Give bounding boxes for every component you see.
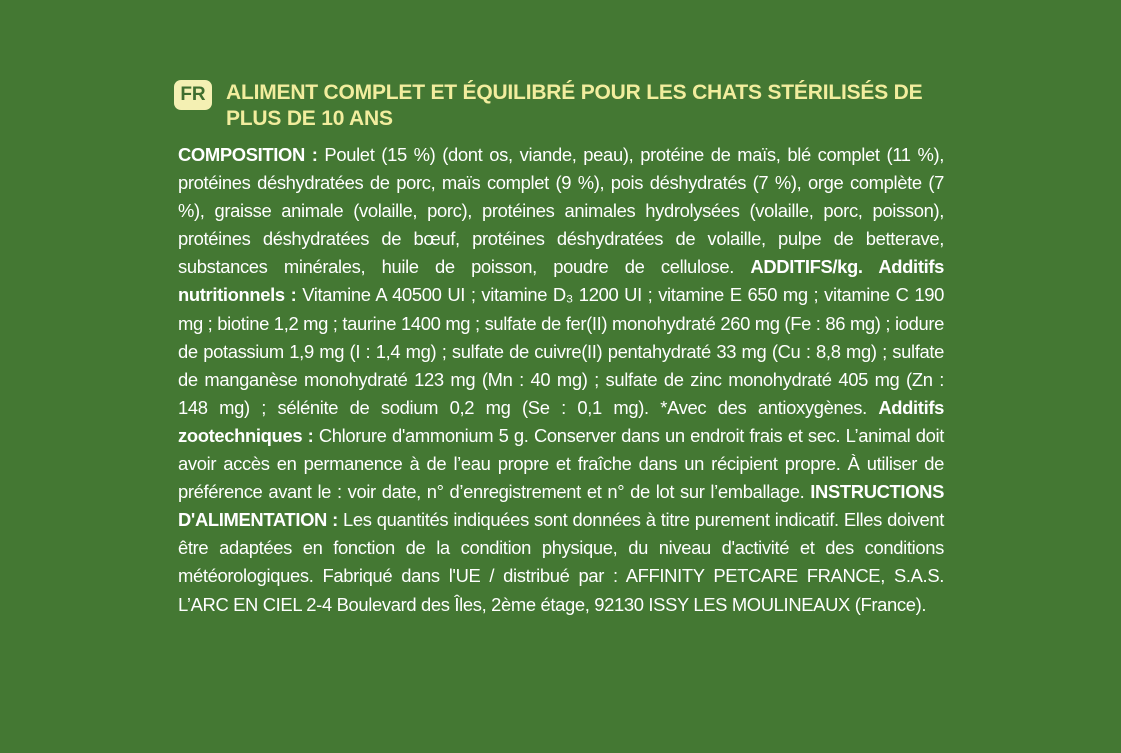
composition-title: COMPOSITION : — [178, 144, 318, 165]
additives-text: Vitamine A 40500 UI ; vitamine D₃ 1200 UI ; vitamine E 650 mg ; vitamine C 190 mg ; biotine 1,2 mg ; taurine 1400 mg ; sulfate de fer(II) monohydraté 260 mg (Fe : 86 mg) ; iodure de potassium 1,9 mg (I : 1,4 mg) ; sulfate de cuivre(II) pentahydraté 33 mg (Cu : 8,8 mg) ; sulfate de manganèse monohydraté 123 mg (Mn : 40 mg) ; sulfate de zinc monohydraté 405 mg (Zn : 148 mg) ; sélénite de sodium 0,2 mg (Se : 0,1 mg). *Avec des antioxygènes. — [178, 284, 944, 418]
language-badge: FR — [174, 80, 212, 110]
additives-title: ADDITIFS/kg. Additifs nutritionnels : — [178, 256, 945, 306]
label-content — [178, 80, 944, 619]
zootechnical-title: Additifs zootechniques : — [178, 396, 944, 446]
feeding-instructions-title: INSTRUCTIONS D'ALIMENTATION : — [178, 481, 944, 531]
feeding-instructions-text: Les quantités indiquées sont données à titre purement indicatif. Elles doivent être adaptées en fonction de la condition physique, du niveau d'activité et des conditions météorologiques. Fabriqué dans l'UE / distribué par : AFFINITY PETCARE FRANCE, S.A.S. L’ARC EN CIEL 2-4 Boulevard des Îles, 2ème étage, 92130 ISSY LES MOULINEAUX (France). — [178, 509, 944, 615]
composition-text: Poulet (15 %) (dont os, viande, peau), protéine de maïs, blé complet (11 %), protéines déshydratées de porc, maïs complet (9 %), pois déshydratés (7 %), orge complète (7 %), graisse animale (volaille, porc), protéines animales hydrolysées (volaille, porc, poisson), protéines déshydratées de bœuf, protéines déshydratées de volaille, pulpe de betterave, substances minérales, huile de poisson, poudre de cellulose. — [178, 144, 944, 278]
composition-paragraph — [178, 141, 944, 619]
product-heading: ALIMENT COMPLET ET ÉQUILIBRÉ POUR LES CHATS STÉRILISÉS DE PLUS DE 10 ANS — [226, 81, 923, 130]
zootechnical-text: Chlorure d'ammonium 5 g. Conserver dans un endroit frais et sec. L’animal doit avoir accès en permanence à de l’eau propre et fraîche dans un récipient propre. À utiliser de préférence avant le : voir date, n° d’enregistrement et n° de lot sur l’emballage. — [178, 424, 944, 503]
